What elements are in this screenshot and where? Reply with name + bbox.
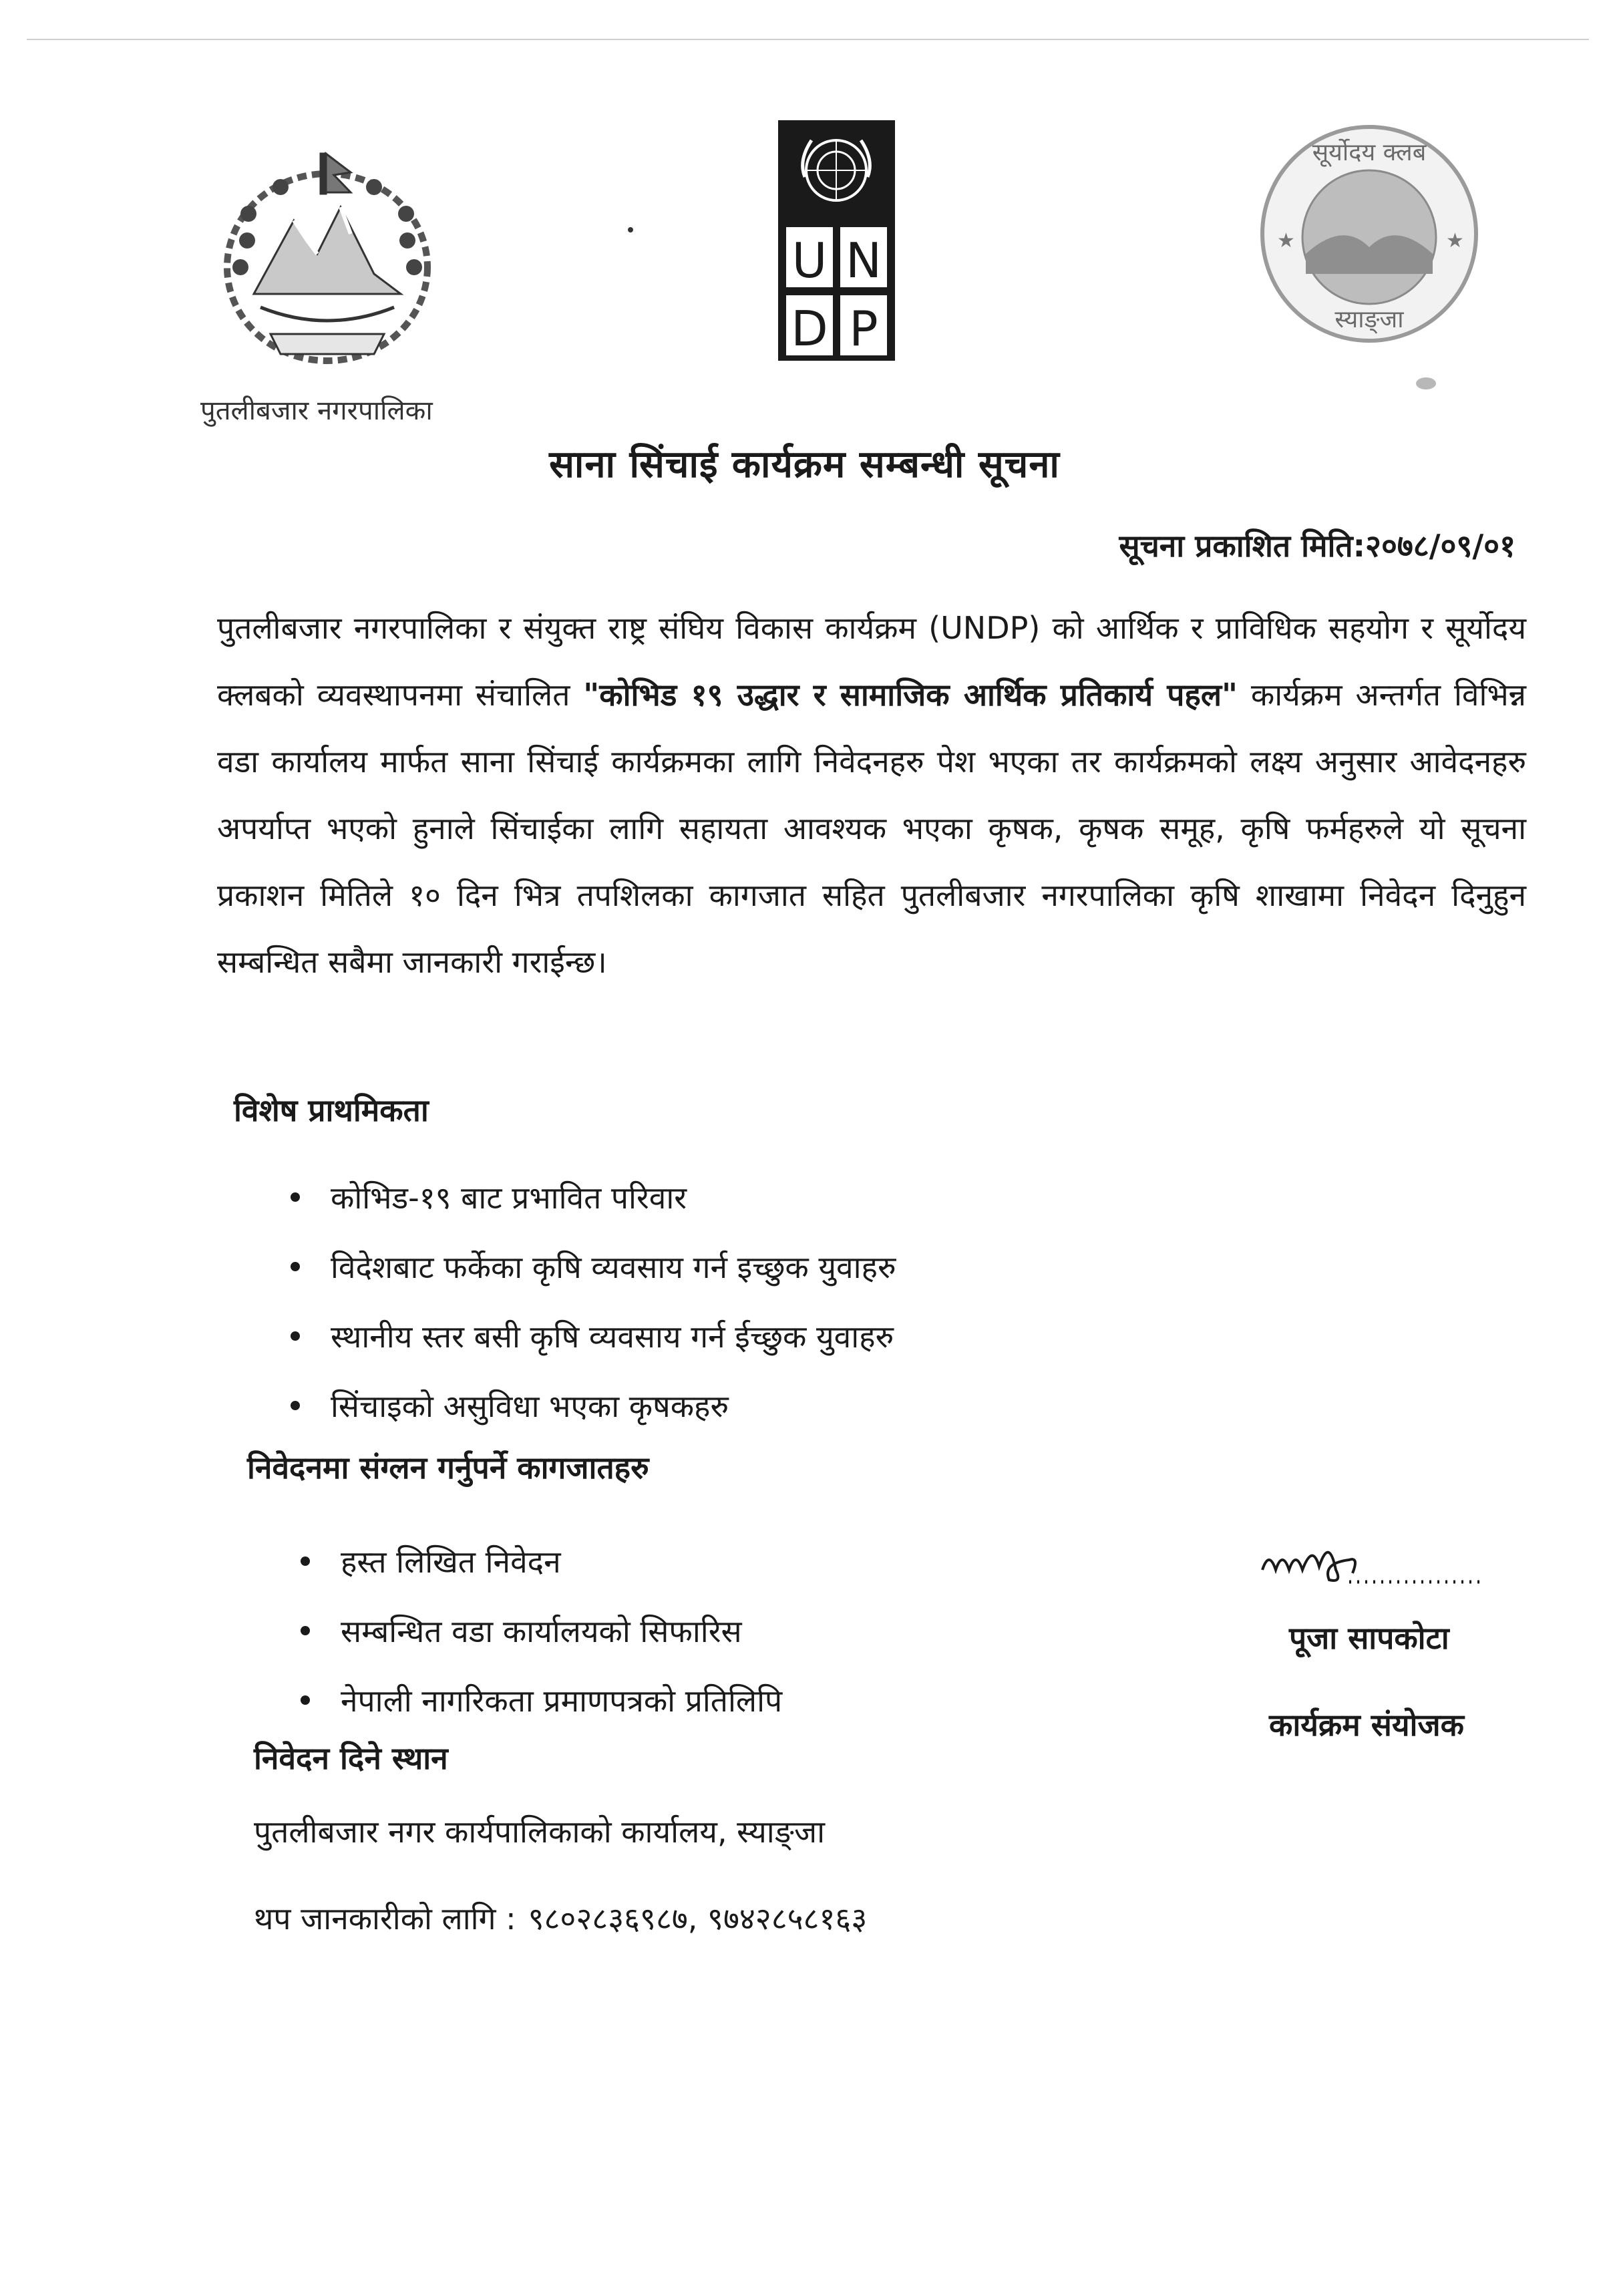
club-seal-top-text: सूर्योदय क्लब bbox=[1312, 139, 1427, 166]
bullet-icon bbox=[301, 1556, 310, 1566]
signature-icon bbox=[1249, 1523, 1489, 1597]
scan-edge-line bbox=[27, 39, 1589, 40]
svg-text:★: ★ bbox=[1446, 229, 1464, 253]
emblem-caption: पुतलीबजार नगरपालिका bbox=[200, 395, 433, 426]
publication-date-label: सूचना प्रकाशित मिति: bbox=[1119, 528, 1366, 564]
notice-title: साना सिंचाई कार्यक्रम सम्बन्धी सूचना bbox=[549, 443, 1060, 486]
body-part-1: पुतलीबजार नगरपालिका र संयुक्त राष्ट्र संघिय विकास कार्यक्रम (UNDP) को आर्थिक र प्राविधिक सहयोग र सूर्योदय क्लबको व्यवस्थापनमा संचालित bbox=[217, 610, 1527, 713]
publication-date bbox=[1119, 524, 1515, 566]
bullet-icon bbox=[291, 1401, 300, 1410]
list-item: कोभिड-१९ बाट प्रभावित परिवार bbox=[291, 1162, 896, 1232]
scan-dot bbox=[628, 227, 633, 232]
bullet-icon bbox=[291, 1331, 300, 1341]
priority-heading: विशेष प्राथमिकता bbox=[234, 1092, 429, 1128]
scan-smudge bbox=[1416, 377, 1436, 389]
signatory-name: पूजा सापकोटा bbox=[1289, 1620, 1449, 1656]
suryodaya-club-seal-icon bbox=[1256, 120, 1483, 347]
bullet-icon bbox=[291, 1262, 300, 1271]
signatory-role: कार्यक्रम संयोजक bbox=[1269, 1707, 1464, 1743]
contact-numbers: ९८०२८३६९८७, ९७४२८५८१६३ bbox=[528, 1901, 868, 1937]
documents-heading: निवेदनमा संग्लन गर्नुपर्ने कागजातहरु bbox=[247, 1450, 649, 1486]
svg-text:★: ★ bbox=[1277, 229, 1295, 253]
body-part-2: कार्यक्रम अन्तर्गत विभिन्न वडा कार्यालय मार्फत साना सिंचाई कार्यक्रमका लागि निवेदनहरु पेश भएका तर कार्यक्रमको लक्ष्य अनुसार आवेदनहरु अपर्याप्त भएको हुनाले सिंचाईका लागि सहायता आवश्यक भएका कृषक, कृषक समूह, कृषि फर्महरुले यो सूचना प्रकाशन मितिले १० दिन भित्र तपशिलका कागजात सहित पुतलीबजार नगरपालिका कृषि शाखामा निवेदन दिनुहुन सम्बन्धित सबैमा जानकारी गराईन्छ। bbox=[217, 677, 1526, 980]
undp-letter-d: D bbox=[791, 301, 828, 357]
list-item: हस्त लिखित निवेदन bbox=[301, 1526, 782, 1596]
contact-label: थप जानकारीको लागि : bbox=[254, 1901, 516, 1937]
bullet-icon bbox=[301, 1695, 310, 1705]
undp-letter-u: U bbox=[791, 232, 828, 289]
bullet-icon bbox=[301, 1626, 310, 1635]
publication-date-value: २०७८/०९/०१ bbox=[1365, 528, 1515, 564]
undp-letter-n: N bbox=[846, 232, 882, 289]
list-item: स्थानीय स्तर बसी कृषि व्यवसाय गर्न ईच्छुक युवाहरु bbox=[291, 1301, 896, 1371]
nepal-government-emblem-icon bbox=[207, 140, 448, 387]
list-item: नेपाली नागरिकता प्रमाणपत्रको प्रतिलिपि bbox=[301, 1665, 782, 1735]
body-program-name: "कोभिड १९ उद्धार र सामाजिक आर्थिक प्रतिकार्य पहल" bbox=[583, 677, 1238, 713]
undp-logo-icon bbox=[778, 120, 895, 361]
list-item: सम्बन्धित वडा कार्यालयको सिफारिस bbox=[301, 1596, 782, 1665]
application-place: पुतलीबजार नगर कार्यपालिकाको कार्यालय, स्याङ्जा bbox=[254, 1814, 826, 1850]
list-item: सिंचाइको असुविधा भएका कृषकहरु bbox=[291, 1371, 896, 1440]
contact-info bbox=[254, 1897, 867, 1939]
bullet-icon bbox=[291, 1192, 300, 1202]
list-item: विदेशबाट फर्केका कृषि व्यवसाय गर्न इच्छुक युवाहरु bbox=[291, 1232, 896, 1301]
documents-list bbox=[301, 1526, 782, 1735]
place-heading: निवेदन दिने स्थान bbox=[254, 1740, 448, 1776]
club-seal-bottom-text: स्याङ्जा bbox=[1334, 306, 1404, 333]
notice-body bbox=[217, 595, 1526, 995]
priority-list bbox=[291, 1162, 896, 1440]
undp-letter-p: P bbox=[849, 301, 878, 357]
